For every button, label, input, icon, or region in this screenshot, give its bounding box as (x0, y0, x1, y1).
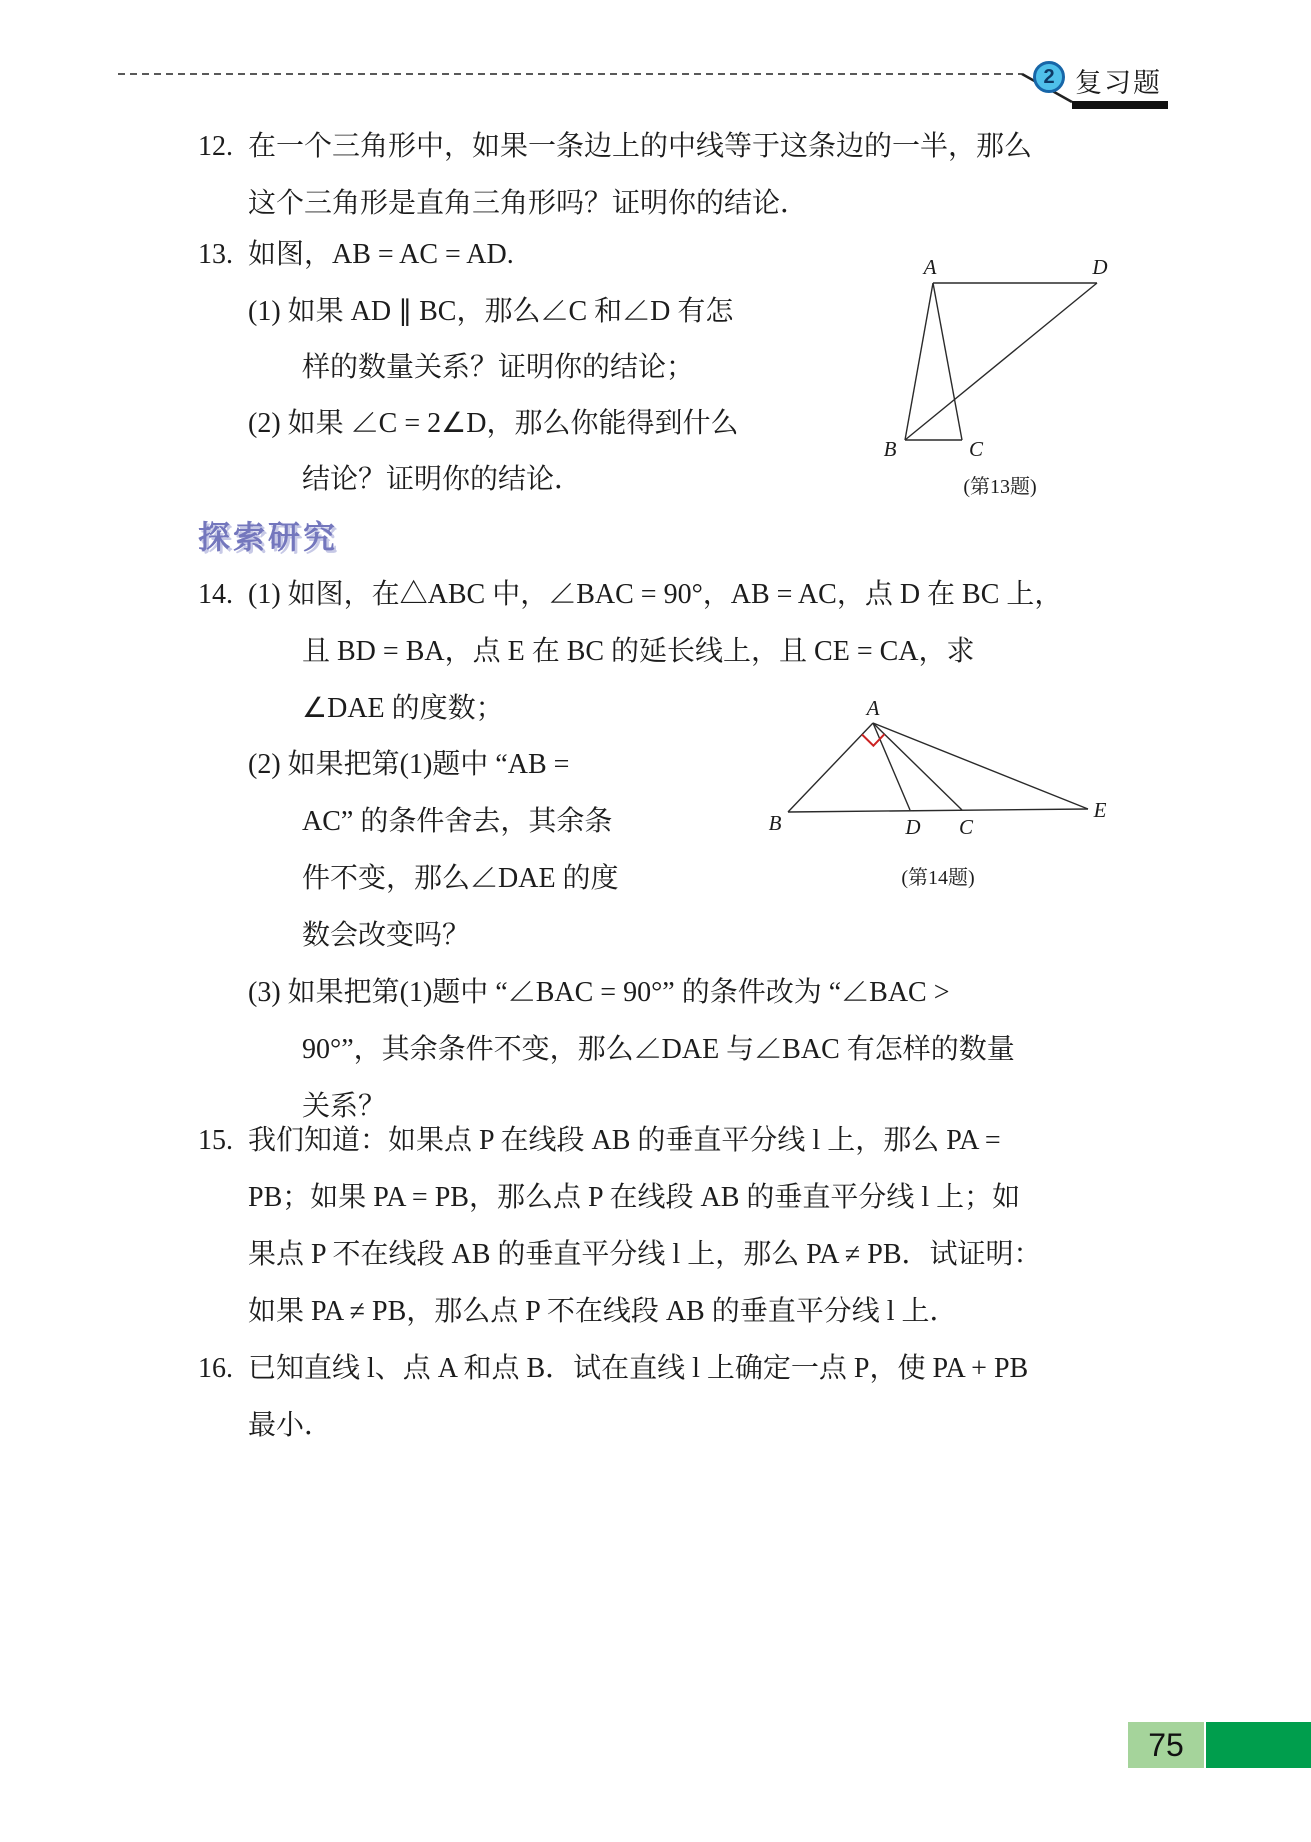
problem-14-line: AC” 的条件舍去，其余条 (302, 806, 613, 837)
problem-15-line: 果点 P 不在线段 AB 的垂直平分线 l 上，那么 PA ≠ PB．试证明： (248, 1239, 1042, 1270)
point-label-A: A (923, 255, 937, 279)
segment-AB (905, 283, 933, 440)
problem-15-number: 15. (198, 1125, 233, 1156)
footer-green-bar (1206, 1722, 1311, 1768)
point-label-A: A (866, 696, 880, 720)
problem-13-line: (1) 如果 AD ∥ BC，那么∠C 和∠D 有怎 (248, 296, 734, 327)
point-label-C: C (958, 815, 974, 839)
chapter-number-badge (1033, 61, 1065, 93)
segment-BD (905, 283, 1097, 440)
problem-14-line: 件不变，那么∠DAE 的度 (302, 863, 619, 894)
problem-15-line: 如果 PA ≠ PB，那么点 P 不在线段 AB 的垂直平分线 l 上． (248, 1296, 958, 1327)
problem-12-line: 这个三角形是直角三角形吗？证明你的结论． (248, 188, 809, 219)
segment-AE (873, 723, 1088, 809)
point-label-D: D (905, 815, 921, 839)
point-label-B: B (768, 811, 782, 835)
problem-14-line: (3) 如果把第(1)题中 “∠BAC = 90°” 的条件改为 “∠BAC > (248, 977, 950, 1008)
figure-13-caption: (第13题) (963, 476, 1037, 498)
page-header-title: 复习题 (1075, 68, 1162, 98)
problem-13-line: 如图，AB = AC = AD. (248, 239, 514, 270)
problem-16-line: 最小． (248, 1410, 333, 1441)
section-title: 探索研究 (198, 519, 339, 555)
problem-12-line: 在一个三角形中，如果一条边上的中线等于这条边的一半，那么 (248, 131, 1033, 162)
problem-14-line: 关系？ (302, 1091, 387, 1122)
figure-14 (740, 690, 1160, 900)
figure-14-caption: (第14题) (901, 867, 975, 889)
problem-14-line: 90°”，其余条件不变，那么∠DAE 与∠BAC 有怎样的数量 (302, 1034, 1015, 1065)
point-label-D: D (1092, 255, 1108, 279)
problem-13-number: 13. (198, 239, 233, 270)
figure-13 (860, 210, 1180, 505)
segment-AB (788, 723, 873, 812)
problem-15-line: 我们知道：如果点 P 在线段 AB 的垂直平分线 l 上，那么 PA = (248, 1125, 1001, 1156)
problem-13-line: (2) 如果 ∠C = 2∠D，那么你能得到什么 (248, 408, 739, 439)
problem-14-line: (2) 如果把第(1)题中 “AB = (248, 749, 570, 780)
problem-14-line: 数会改变吗？ (302, 920, 471, 951)
problem-14-line: ∠DAE 的度数； (302, 693, 504, 724)
problem-14-line: 且 BD = BA，点 E 在 BC 的延长线上，且 CE = CA，求 (302, 636, 975, 667)
segment-AC (933, 283, 962, 440)
point-label-C: C (968, 437, 984, 461)
problem-12-number: 12. (198, 131, 233, 162)
problem-13-line: 样的数量关系？证明你的结论； (302, 352, 695, 383)
right-angle-mark (862, 734, 884, 746)
point-label-B: B (883, 437, 897, 461)
point-label-E: E (1093, 798, 1107, 822)
problem-14-number: 14. (198, 579, 233, 610)
page-number: 75 (1148, 1726, 1184, 1763)
segment-BE (788, 809, 1088, 812)
header-black-bar (1072, 101, 1168, 109)
chapter-number: 2 (1043, 65, 1055, 88)
problem-13-line: 结论？证明你的结论． (302, 464, 583, 495)
segment-AC (873, 723, 962, 810)
problem-16-line: 已知直线 l、点 A 和点 B．试在直线 l 上确定一点 P，使 PA + PB (248, 1353, 1029, 1384)
page-number-box (1128, 1722, 1204, 1768)
problem-14-line: (1) 如图，在△ABC 中，∠BAC = 90°，AB = AC，点 D 在 BC 上， (248, 579, 1063, 610)
problem-16-number: 16. (198, 1353, 233, 1384)
problem-15-line: PB；如果 PA = PB，那么点 P 在线段 AB 的垂直平分线 l 上；如 (248, 1182, 1021, 1213)
